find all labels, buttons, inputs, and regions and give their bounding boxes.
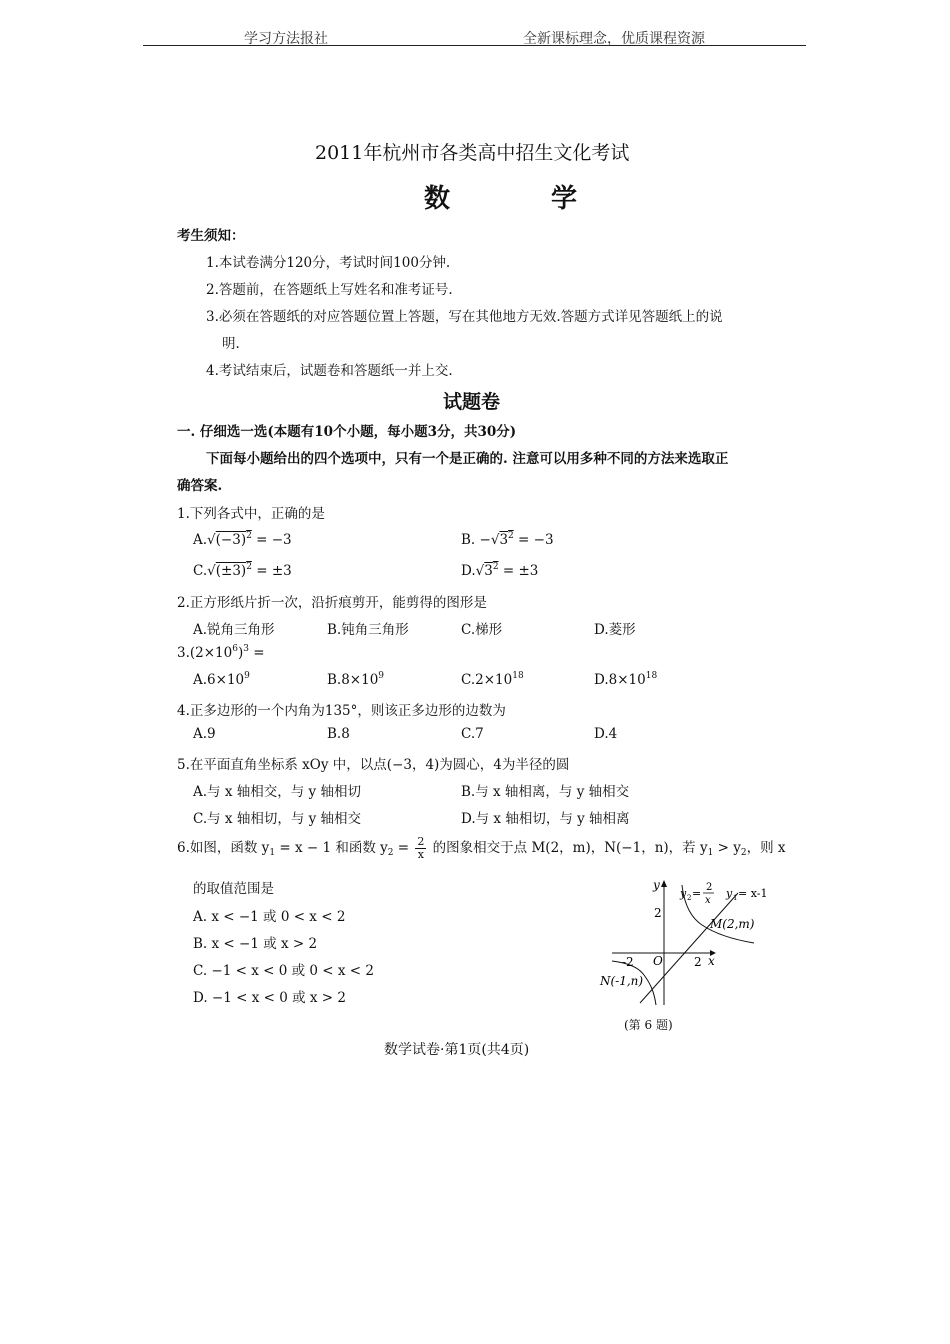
- q2-stem: 2.正方形纸片折一次，沿折痕剪开，能剪得的图形是: [177, 595, 487, 611]
- label-y1-sub: 1: [733, 894, 738, 902]
- tick-x-minus2: -2: [622, 955, 634, 969]
- q5-option-b: B.与 x 轴相离，与 y 轴相交: [461, 784, 630, 800]
- label-y2-den: x: [705, 895, 711, 906]
- tick-x-2: 2: [694, 955, 702, 969]
- q2-option-c: C.梯形: [461, 622, 503, 638]
- page-footer: 数学试卷·第1页(共4页): [384, 1042, 530, 1058]
- label-y2-eq: =: [692, 887, 702, 900]
- q1-option-c: $C.√(\pm 3)^2 = \pm 3$: [193, 562, 292, 579]
- axis-x-label: x: [708, 954, 715, 968]
- point-m-label: M(2,m): [710, 917, 755, 931]
- q6-stem: 6.如图，函数 $y_1 = x - 1$ 和函数 $y_2$ = $\frac{2}{x}$ 的图象相交于点 M(2，m)，N(−1，n)，若 $y_1 > y_2$，则 x: [177, 835, 786, 861]
- label-y2-sub: 2: [687, 894, 692, 902]
- exam-title: 2011年杭州市各类高中招生文化考试: [315, 142, 630, 164]
- part1-instruction-2: 确答案.: [177, 478, 223, 494]
- q5-option-c: C.与 x 轴相切，与 y 轴相交: [193, 811, 362, 827]
- notice-item-2: 2.答题前，在答题纸上写姓名和准考证号.: [206, 282, 453, 298]
- q3-option-b: $B.8\times 10^9$: [327, 671, 385, 688]
- q6-option-d: D. −1 < x < 0 或 x > 2: [193, 990, 346, 1006]
- section-title: 试题卷: [443, 391, 501, 413]
- header-left: 学习方法报社: [244, 31, 328, 47]
- label-y2-num: 2: [706, 882, 713, 893]
- part1-instruction-1: 下面每小题给出的四个选项中，只有一个是正确的. 注意可以用多种不同的方法来选取正: [206, 451, 729, 467]
- q6-function-graph: [598, 873, 788, 1008]
- q6-option-a: A. x < −1 或 0 < x < 2: [193, 909, 346, 925]
- q2-option-d: D.菱形: [594, 622, 636, 638]
- label-y2-y: y: [680, 887, 687, 900]
- q1-stem: 1.下列各式中，正确的是: [177, 506, 325, 522]
- header-right: 全新课标理念，优质课程资源: [523, 31, 705, 47]
- q5-stem: 5.在平面直角坐标系 xOy 中，以点(−3，4)为圆心，4为半径的圆: [177, 757, 570, 773]
- notice-item-3: 3.必须在答题纸的对应答题位置上答题，写在其他地方无效.答题方式详见答题纸上的说: [206, 309, 723, 325]
- q6-stem-line2: 的取值范围是: [193, 881, 274, 897]
- q1-option-a: $A.√(-3)^2 = -3$: [193, 531, 292, 548]
- q4-option-a: A.9: [193, 726, 216, 742]
- q5-option-a: A.与 x 轴相交，与 y 轴相切: [193, 784, 361, 800]
- y-axis-arrow: [661, 880, 667, 887]
- q6-option-b: B. x < −1 或 x > 2: [193, 936, 318, 952]
- q1-option-b: B. $-√3^2 = -3$: [461, 531, 554, 548]
- label-y1-eq: = x-1: [738, 887, 768, 900]
- q6-fraction: $\frac{2}{x}$: [417, 835, 425, 861]
- q3-stem: $3.(2\times 10^6)^3$ =: [177, 644, 265, 661]
- q4-option-b: B.8: [327, 726, 350, 742]
- part1-heading: 一. 仔细选一选(本题有10个小题，每小题3分，共30分): [177, 424, 517, 440]
- notice-heading: 考生须知：: [177, 228, 245, 244]
- q5-option-d: D.与 x 轴相切，与 y 轴相离: [461, 811, 630, 827]
- origin-label: O: [653, 954, 663, 968]
- q4-option-d: D.4: [594, 726, 618, 742]
- q4-stem: 4.正多边形的一个内角为135°，则该正多边形的边数为: [177, 703, 506, 719]
- q2-option-a: A.锐角三角形: [193, 622, 275, 638]
- point-n-label: N(-1,n): [600, 974, 644, 988]
- axis-y-label: y: [653, 878, 660, 892]
- q2-option-b: B.钝角三角形: [327, 622, 409, 638]
- tick-y-2: 2: [654, 906, 662, 920]
- exam-subject: 数 学: [424, 184, 624, 214]
- q3-option-d: $D.8\times 10^{18}$: [594, 671, 658, 688]
- notice-item-1: 1.本试卷满分120分，考试时间100分钟.: [206, 255, 451, 271]
- q6-figure-caption: (第 6 题): [624, 1018, 673, 1032]
- q3-option-c: $C.2\times 10^{18}$: [461, 671, 524, 688]
- q6-option-c: C. −1 < x < 0 或 0 < x < 2: [193, 963, 374, 979]
- label-y1-y: y: [726, 887, 733, 900]
- notice-item-3-cont: 明.: [222, 336, 240, 352]
- q3-option-a: $A.6\times 10^9$: [193, 671, 250, 688]
- header-rule: [143, 45, 806, 46]
- notice-item-4: 4.考试结束后，试题卷和答题纸一并上交.: [206, 363, 453, 379]
- q1-option-d: $D.√3^2 = \pm 3$: [461, 562, 539, 579]
- q4-option-c: C.7: [461, 726, 484, 742]
